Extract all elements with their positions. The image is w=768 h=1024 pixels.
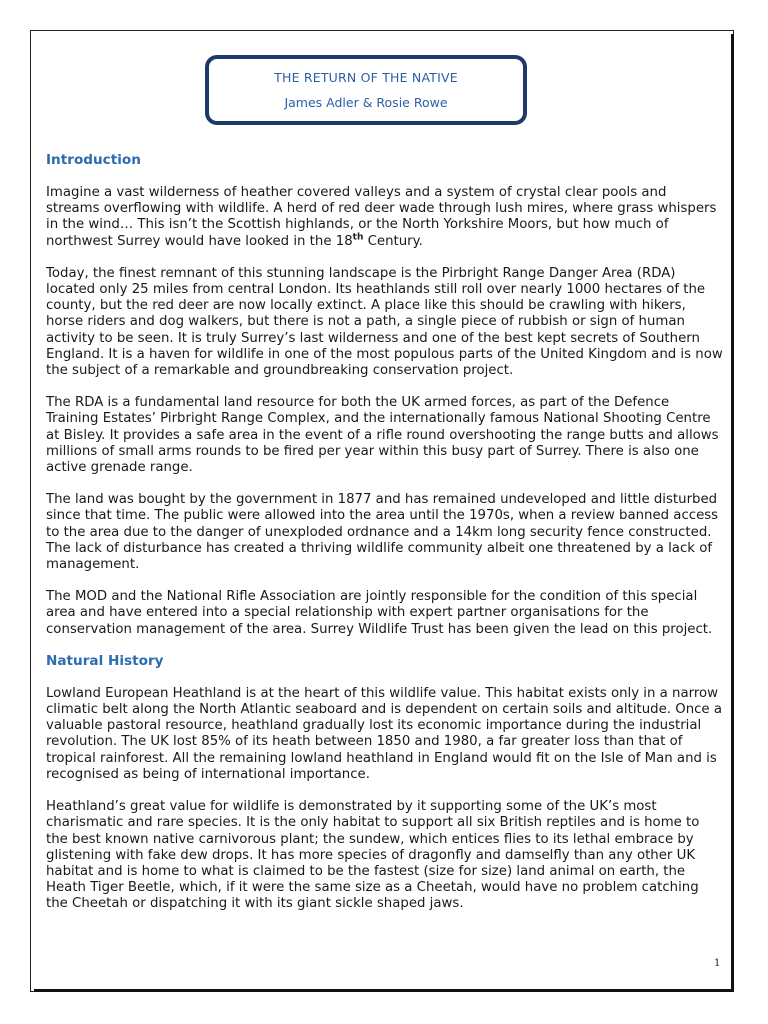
document-body (46, 150, 724, 913)
introduction-paragraph-2: Today, the finest remnant of this stunning landscape is the Pirbright Range Danger Area (RDA) located only 25 miles from central London. Its heathlands still roll over nearly 1000 hectares of the county, but the red deer are now locally extinct. A place like this should be crawling with hikers, horse riders and dog walkers, but there is not a path, a single piece of rubbish or sign of human activity to be seen. It is truly Surrey’s last wilderness and one of the best kept secrets of Southern England. It is a haven for wildlife in one of the most populous parts of the United Kingdom and is now the subject of a remarkable and groundbreaking conservation project. (46, 265, 723, 379)
introduction-paragraph-1: Imagine a vast wilderness of heather covered valleys and a system of crystal clear pools and streams overflowing with wildlife. A herd of red deer wade through lush mires, where grass whispers in the wind… This isn’t the Scottish highlands, or the North Yorkshire Moors, but how much of northwest Surrey would have looked in the 18th Century. (46, 185, 717, 249)
introduction-paragraph-3: The RDA is a fundamental land resource for both the UK armed forces, as part of the Defence Training Estates’ Pirbright Range Complex, and the internationally famous National Shooting Centre at Bisley. It provides a safe area in the event of a rifle round overshooting the range butts and allows millions of small arms rounds to be fired per year within this busy part of Surrey. There is also one active grenade range. (46, 395, 719, 476)
document-authors: James Adler & Rosie Rowe (284, 95, 448, 110)
page-number: 1 (714, 958, 721, 969)
natural-history-paragraph-1: Lowland European Heathland is at the heart of this wildlife value. This habitat exists only in a narrow climatic belt along the North Atlantic seaboard and is dependent on certain soils and altitude. Once a valuable pastoral resource, heathland gradually lost its economic importance during the industrial revolution. The UK lost 85% of its heath between 1850 and 1980, a far greater loss than that of tropical rainforest. All the remaining lowland heathland in England would fit on the Isle of Man and is recognised as being of international importance. (46, 685, 722, 782)
title-box (205, 55, 527, 125)
document-title: THE RETURN OF THE NATIVE (274, 70, 458, 85)
introduction-paragraph-4: The land was bought by the government in 1877 and has remained undeveloped and little disturbed since that time. The public were allowed into the area until the 1970s, when a review banned access to the area due to the danger of unexploded ordnance and a 14km long security fence constructed. The lack of disturbance has created a thriving wildlife community albeit one threatened by a lack of management. (46, 492, 719, 573)
introduction-heading: Introduction (46, 152, 141, 168)
natural-history-paragraph-2: Heathland’s great value for wildlife is demonstrated by it supporting some of the UK’s most charismatic and rare species. It is the only habitat to support all six British reptiles and is home to the best known native carnivorous plant; the sundew, which entices flies to its lethal embrace by glistening with fake dew drops. It has more species of dragonfly and damselfly than any other UK habitat and is home to what is claimed to be the fastest (size for size) land animal on earth, the Heath Tiger Beetle, which, if it were the same size as a Cheetah, would have no problem catching the Cheetah or dispatching it with its giant sickle shaped jaws. (46, 799, 700, 912)
introduction-paragraph-5: The MOD and the National Rifle Association are jointly responsible for the condition of this special area and have entered into a special relationship with expert partner organisations for the conservation management of the area. Surrey Wildlife Trust has been given the lead on this project. (46, 589, 713, 637)
natural-history-heading: Natural History (46, 652, 164, 669)
